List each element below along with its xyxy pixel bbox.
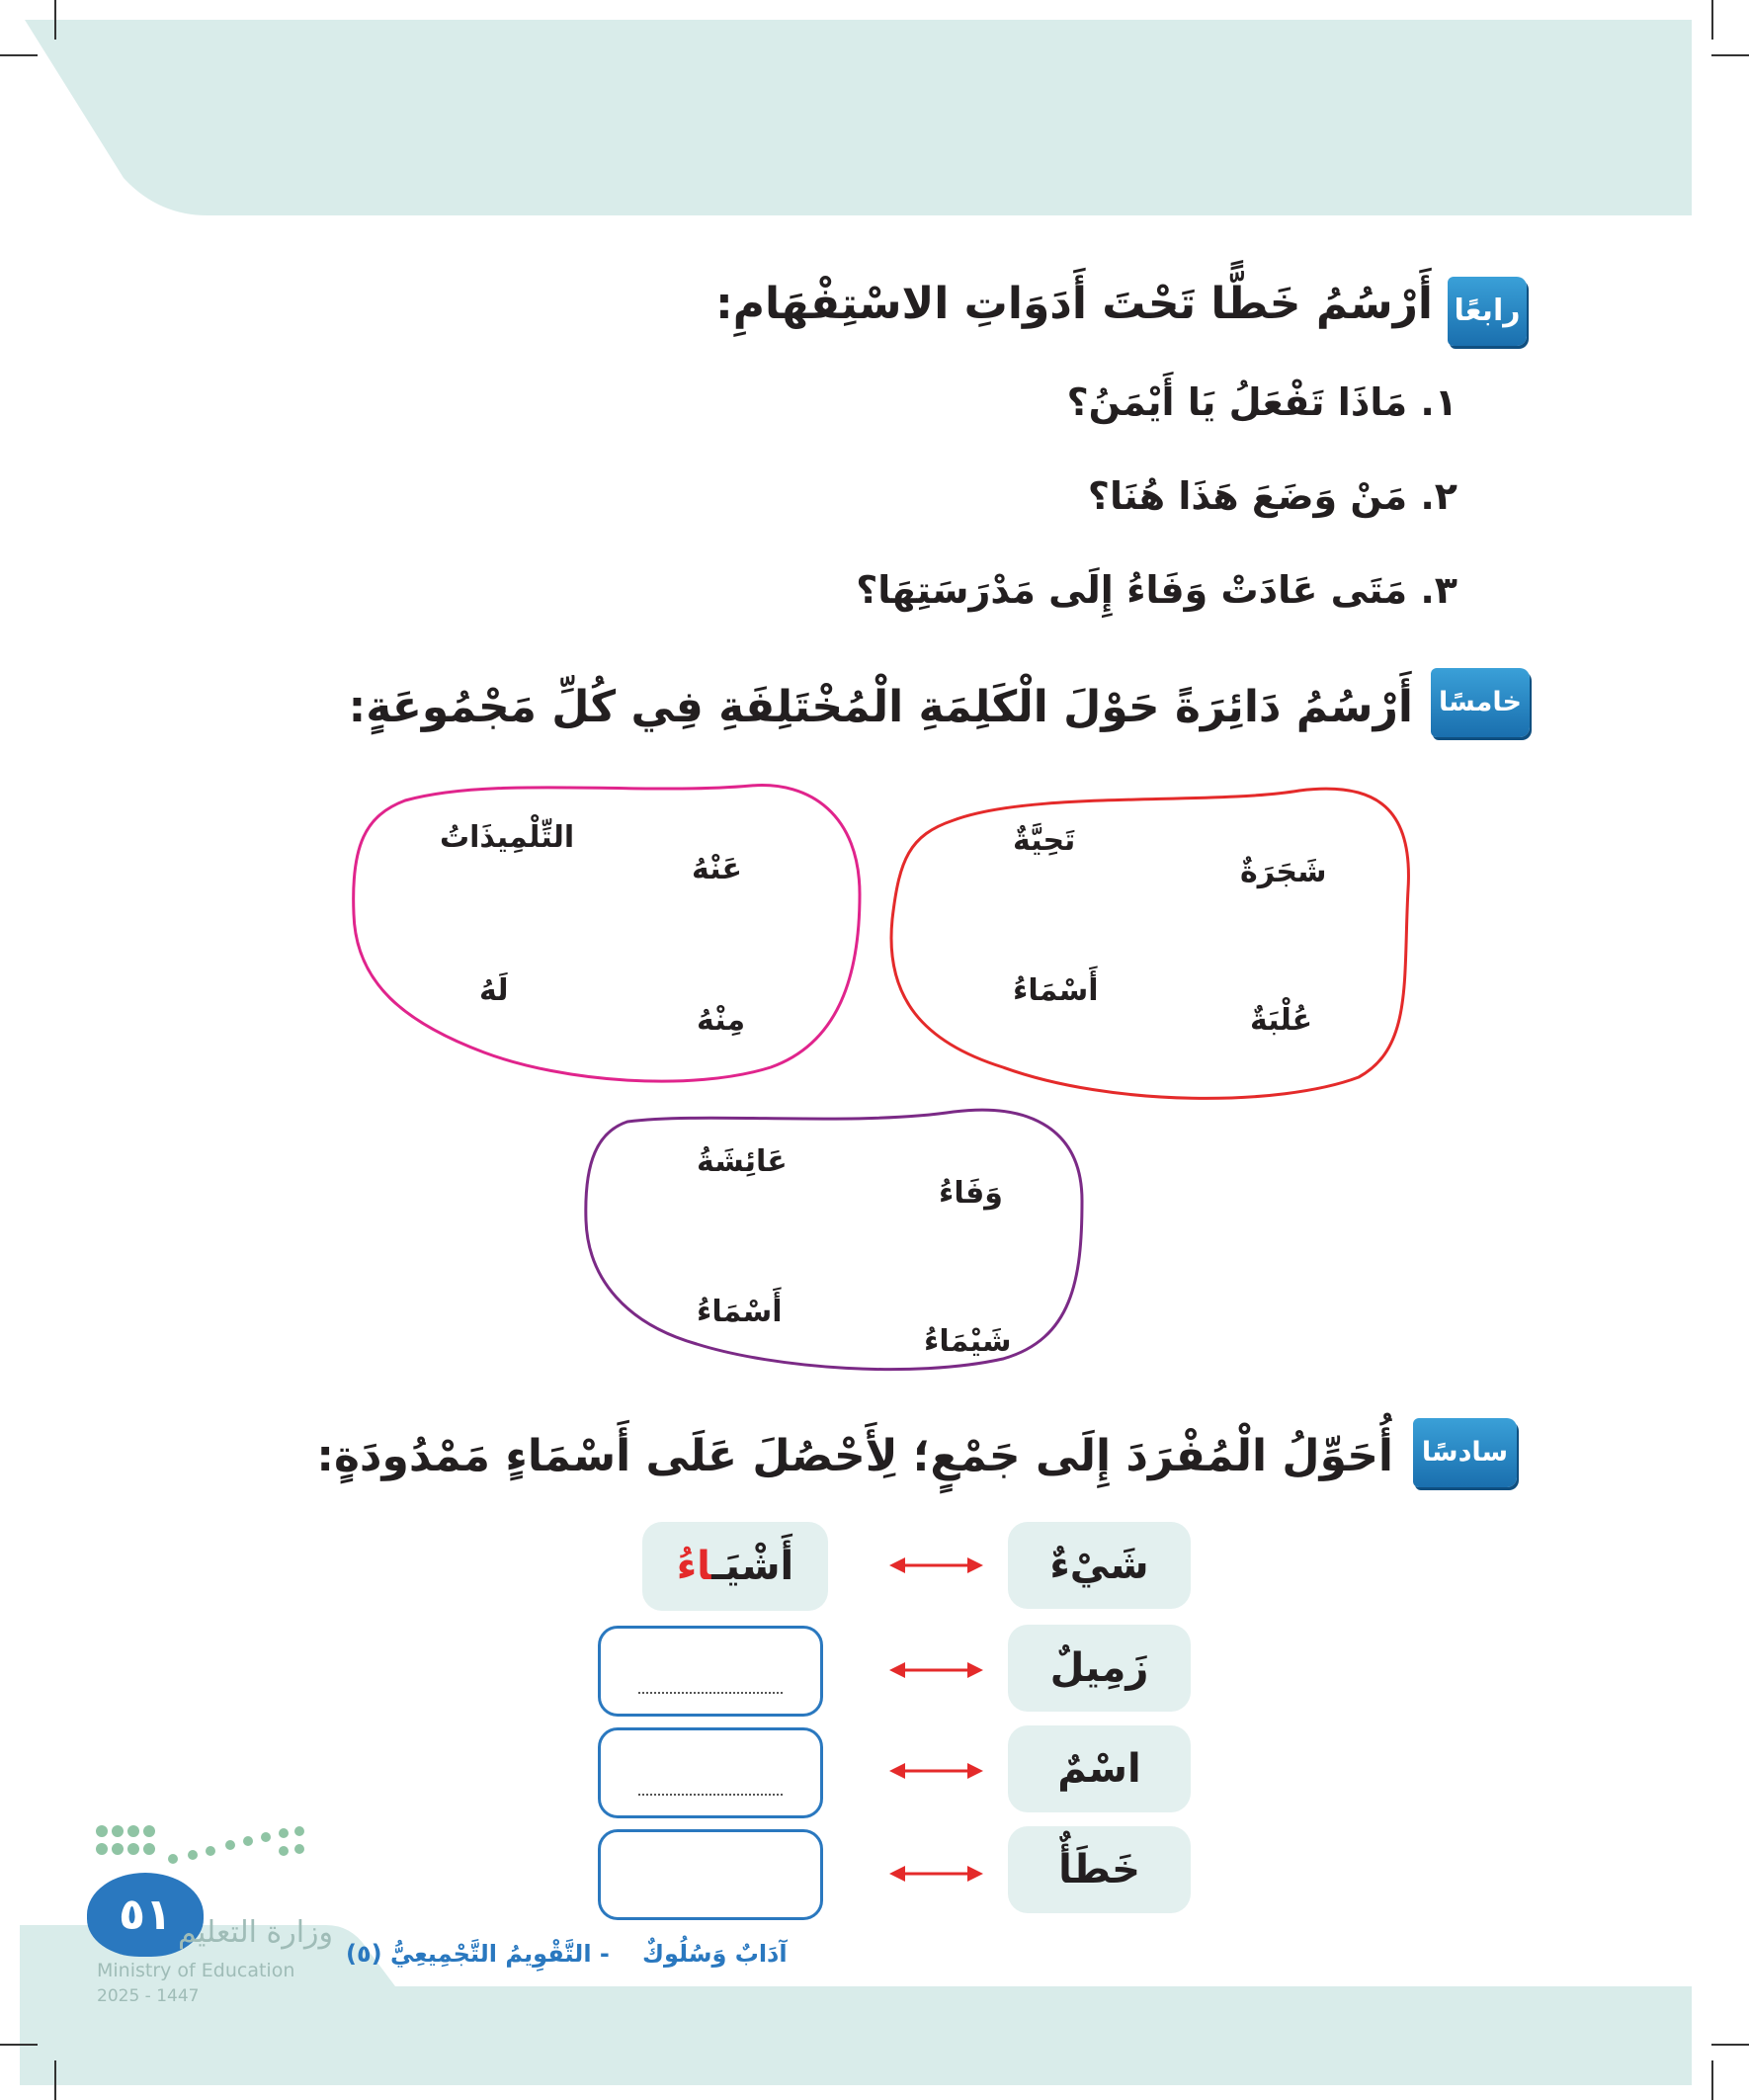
- group-purple-shape: [578, 1102, 1092, 1379]
- section6-badge: سادسًا: [1413, 1418, 1517, 1487]
- edition-year: 2025 - 1447: [97, 1986, 200, 2006]
- section5-badge: خامسًا: [1431, 668, 1530, 737]
- double-arrow-icon: [889, 1759, 983, 1783]
- group-red-shape: [884, 781, 1418, 1107]
- plural-answer-example: [642, 1522, 828, 1611]
- crop-mark: [54, 0, 56, 40]
- group-purple-word[interactable]: وَفَاءُ: [939, 1176, 1003, 1211]
- double-arrow-icon: [889, 1862, 983, 1886]
- group-pink-word[interactable]: التِّلْمِيذَاتُ: [440, 820, 575, 855]
- double-arrow-icon: [889, 1554, 983, 1577]
- group-purple-word[interactable]: عَائِشَةُ: [697, 1144, 788, 1179]
- ministry-name-ar: وزارة التعليم: [178, 1915, 334, 1950]
- singular-word-box: خَطَأٌ: [1008, 1826, 1191, 1913]
- singular-word-box: زَمِيلٌ: [1008, 1625, 1191, 1712]
- group-red-word[interactable]: عُلْبَةٌ: [1250, 1003, 1313, 1038]
- group-pink-word[interactable]: مِنْهُ: [697, 1003, 746, 1038]
- ministry-name-en: Ministry of Education: [97, 1960, 295, 1981]
- section6-title: أُحَوِّلُ الْمُفْرَدَ إِلَى جَمْعٍ؛ لِأَحْصُلَ عَلَى أَسْمَاءٍ مَمْدُودَةٍ:: [316, 1431, 1393, 1481]
- answer-dotted-line: [638, 1692, 783, 1694]
- group-red-word[interactable]: شَجَرَةٌ: [1240, 855, 1327, 889]
- top-band: [0, 0, 1749, 227]
- plural-main: أَشْيَـ: [711, 1544, 794, 1589]
- crop-mark: [1711, 2044, 1749, 2046]
- singular-word-box: اسْمٌ: [1008, 1725, 1191, 1812]
- section4-item-2: ٢. مَنْ وَضَعَ هَذَا هُنَا؟: [1087, 474, 1458, 518]
- crop-mark: [1711, 0, 1713, 40]
- footer-book-title: آدَابٌ وَسُلُوكٌ: [642, 1940, 788, 1968]
- section5-title: أَرْسُمُ دَائِرَةً حَوْلَ الْكَلِمَةِ الْمُخْتَلِفَةِ فِي كُلِّ مَجْمُوعَةٍ:: [348, 682, 1413, 732]
- ministry-logo-dots-icon: [94, 1823, 311, 1868]
- plural-answer-input[interactable]: [598, 1727, 823, 1818]
- footer-unit: - التَّقْوِيمُ التَّجْمِيعِيُّ (٥): [346, 1940, 610, 1968]
- section4-item-1: ١. مَاذَا تَفْعَلُ يَا أَيْمَنُ؟: [1066, 380, 1458, 424]
- double-arrow-icon: [889, 1658, 983, 1682]
- group-pink-word[interactable]: لَهُ: [479, 973, 509, 1008]
- group-red-word[interactable]: تَحِيَّةٌ: [1013, 823, 1076, 858]
- crop-mark: [1711, 54, 1749, 56]
- group-pink-word[interactable]: عَنْهُ: [692, 852, 742, 886]
- section4-item-3: ٣. مَتَى عَادَتْ وَفَاءُ إِلَى مَدْرَسَتِهَا؟: [856, 568, 1458, 612]
- page-number: ٥١: [119, 1890, 172, 1940]
- crop-mark: [1711, 2060, 1713, 2100]
- group-pink-shape: [346, 776, 870, 1092]
- answer-dotted-line: [638, 1794, 783, 1796]
- group-purple-word[interactable]: أَسْمَاءُ: [697, 1295, 783, 1329]
- section4-title: أَرْسُمُ خَطًّا تَحْتَ أَدَوَاتِ الاسْتِفْهَامِ:: [715, 279, 1433, 329]
- singular-word-box: شَيْءٌ: [1008, 1522, 1191, 1609]
- plural-accent: اءُ: [676, 1544, 712, 1589]
- crop-mark: [0, 2044, 38, 2046]
- section4-badge: رابعًا: [1448, 277, 1527, 346]
- plural-answer-input[interactable]: [598, 1829, 823, 1920]
- group-purple-word[interactable]: شَيْمَاءُ: [924, 1324, 1012, 1359]
- plural-answer-input[interactable]: [598, 1626, 823, 1717]
- crop-mark: [0, 54, 38, 56]
- group-red-word[interactable]: أَسْمَاءُ: [1013, 973, 1099, 1008]
- crop-mark: [54, 2060, 56, 2100]
